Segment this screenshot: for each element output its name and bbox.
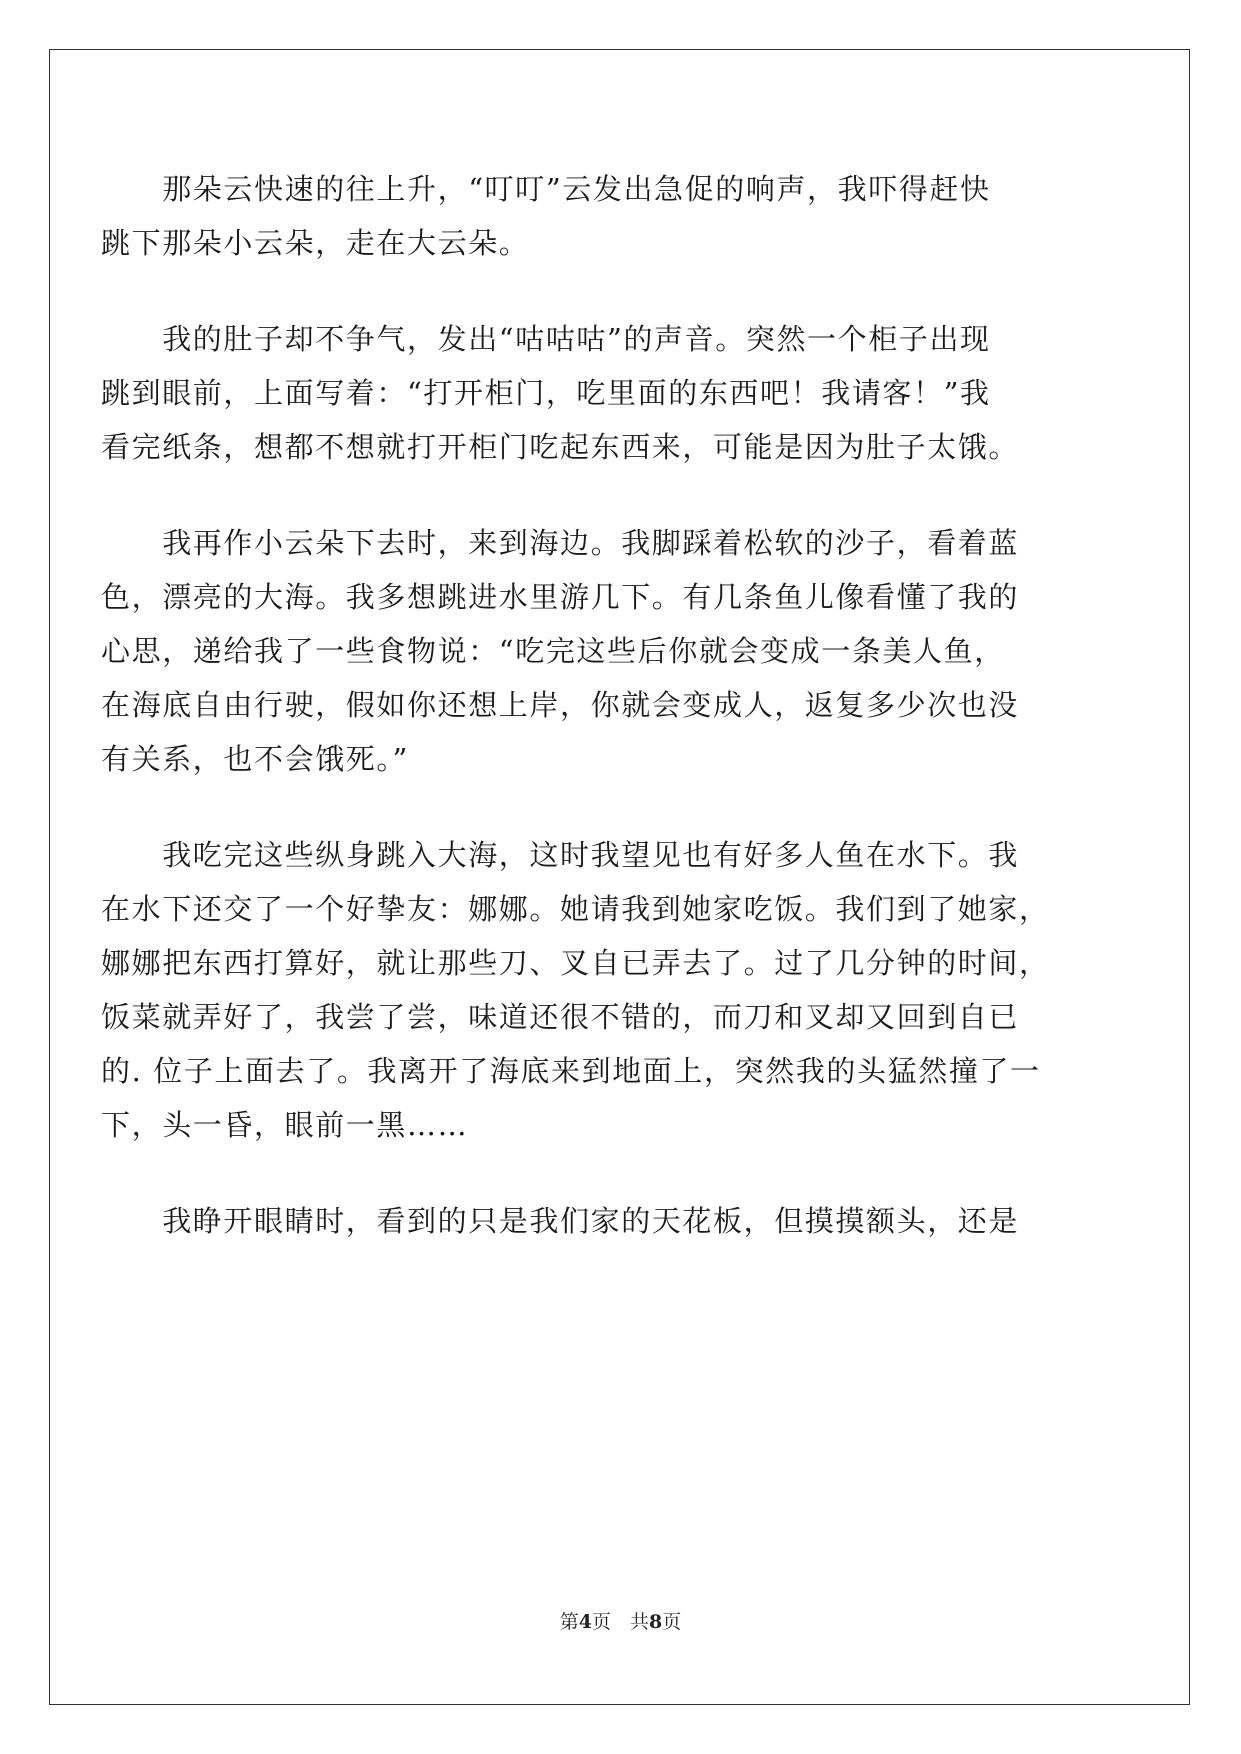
text-line: 有关系，也不会饿死。” [101,742,409,776]
text-line: 下，头一昏，眼前一黑…… [101,1108,469,1142]
text-line: 我吃完这些纵身跳入大海，这时我望见也有好多人鱼在水下。我 [101,838,1020,872]
page-footer [0,1607,1241,1634]
footer-mid: 页 共 [591,1611,649,1633]
paragraph-5 [101,1194,1091,1248]
paragraph-2 [101,312,1091,474]
paragraph-4 [101,828,1091,1152]
text-line: 在海底自由行驶，假如你还想上岸，你就会变成人，返复多少次也没 [101,688,1020,722]
total-pages-number: 8 [649,1611,663,1633]
text-line: 跳到眼前，上面写着：“打开柜门，吃里面的东西吧！我请客！”我 [101,376,991,410]
text-line: 看完纸条，想都不想就打开柜门吃起东西来，可能是因为肚子太饿。 [101,430,1020,464]
text-line: 那朵云快速的往上升，“叮叮”云发出急促的响声，我吓得赶快 [101,172,991,206]
text-line: 跳下那朵小云朵，走在大云朵。 [101,226,530,260]
paragraph-3 [101,516,1091,786]
text-line: 我睁开眼睛时，看到的只是我们家的天花板，但摸摸额头，还是 [101,1204,1020,1238]
text-line: 在水下还交了一个好挚友：娜娜。她请我到她家吃饭。我们到了她家， [101,892,1050,926]
text-line: 色，漂亮的大海。我多想跳进水里游几下。有几条鱼儿像看懂了我的 [101,580,1020,614]
text-line: 我的肚子却不争气，发出“咕咕咕”的声音。突然一个柜子出现 [101,322,991,356]
text-line: 娜娜把东西打算好，就让那些刀、叉自已弄去了。过了几分钟的时间， [101,946,1050,980]
footer-prefix: 第 [559,1611,579,1633]
text-line: 我再作小云朵下去时，来到海边。我脚踩着松软的沙子，看着蓝 [101,526,1020,560]
document-body [101,162,1091,1248]
paragraph-1 [101,162,1091,270]
text-line: 的. 位子上面去了。我离开了海底来到地面上，突然我的头猛然撞了一 [101,1054,1041,1088]
current-page-number: 4 [578,1611,592,1633]
footer-suffix: 页 [662,1611,682,1633]
text-line: 心思，递给我了一些食物说：“吃完这些后你就会变成一条美人鱼， [101,634,1005,668]
text-line: 饭菜就弄好了，我尝了尝，味道还很不错的，而刀和叉却又回到自已 [101,1000,1020,1034]
